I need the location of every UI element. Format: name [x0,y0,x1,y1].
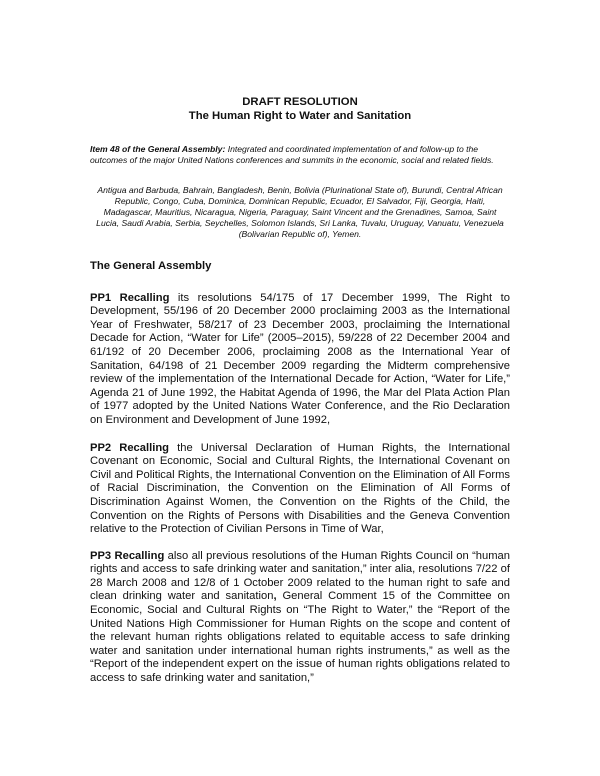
paragraph-bold-comma: , [273,590,277,603]
paragraph-pp2 [90,442,510,537]
paragraph-text-part-a: also all previous resolutions of the Human Rights Council on “human rights and access to safe drinking water and sanitation,” inter alia, resolutions 7/22 of 28 March 2008 and 12/8 of 1 October 2009 related to the human right to safe and clean drinking water and sanitation [90,549,510,603]
agenda-item-text: Integrated and coordinated implementation of and follow-up to the outcomes of the major United Nations conferences and summits in the economic, social and related fields. [90,144,494,166]
paragraph-lead: PP1 Recalling [90,291,170,304]
agenda-item [90,144,510,167]
document-title [90,95,510,123]
paragraph-text: its resolutions 54/175 of 17 December 1999, The Right to Development, 55/196 of 20 December 2000 proclaiming 2003 as the International Year of Freshwater, 58/217 of 23 December 2003, proclaiming the International Decade for Action, “Water for Life” (2005–2015), 59/228 of 22 December 2004 and 61/192 of 20 December 2006, proclaiming 2008 as the International Year of Sanitation, 64/198 of 21 December 2009 regarding the Midterm comprehensive review of the implementation of the International Decade for Action, “Water for Life,” Agenda 21 of June 1992, the Habitat Agenda of 1996, the Mar del Plata Action Plan of 1977 adopted by the United Nations Water Conference, and the Rio Declaration on Environment and Development of June 1992, [90,291,510,426]
document-page [90,95,510,686]
sponsor-list: Antigua and Barbuda, Bahrain, Bangladesh, Benin, Bolivia (Plurinational State of), Burundi, Central African Republic, Congo, Cuba, Dominica, Dominican Republic, Ecuador, El Salvador, Fiji, Georgia, Haiti, Madagascar, Mauritius, Nicaragua, Nigeria, Paraguay, Saint Vincent and the Grenadines, Samoa, Saint Lucia, Saudi Arabia, Serbia, Seychelles, Solomon Islands, Sri Lanka, Tuvalu, Uruguay, Vanuatu, Venezuela (Bolivarian Republic of), Yemen. [96,184,504,240]
paragraph-text: the Universal Declaration of Human Rights, the International Covenant on Economic, Social and Cultural Rights, the International Covenant on Civil and Political Rights, the International Convention on the Elimination of All Forms of Racial Discrimination, the Convention on the Elimination of All Forms of Discrimination Against Women, the Convention on the Rights of the Child, the Convention on the Rights of Persons with Disabilities and the Geneva Convention relative to the Protection of Civilian Persons in Time of War, [90,441,510,536]
paragraph-pp1 [90,292,510,428]
paragraph-pp3 [90,550,510,686]
paragraph-lead: PP3 Recalling [90,549,165,562]
title-line-1: DRAFT RESOLUTION [242,96,358,108]
paragraph-lead: PP2 Recalling [90,441,169,454]
paragraph-text-part-b: General Comment 15 of the Committee on Economic, Social and Cultural Rights on “The Right to Water,” the “Report of the United Nations High Commissioner for Human Rights on the scope and content of the relevant human rights obligations related to equitable access to safe drinking water and sanitation under international human rights instruments,” as well as the “Report of the independent expert on the issue of human rights obligations related to access to safe drinking water and sanitation,” [90,590,510,685]
section-heading: The General Assembly [90,259,212,272]
title-line-2: The Human Right to Water and Sanitation [188,110,412,122]
agenda-item-label: Item 48 of the General Assembly: [90,144,226,154]
